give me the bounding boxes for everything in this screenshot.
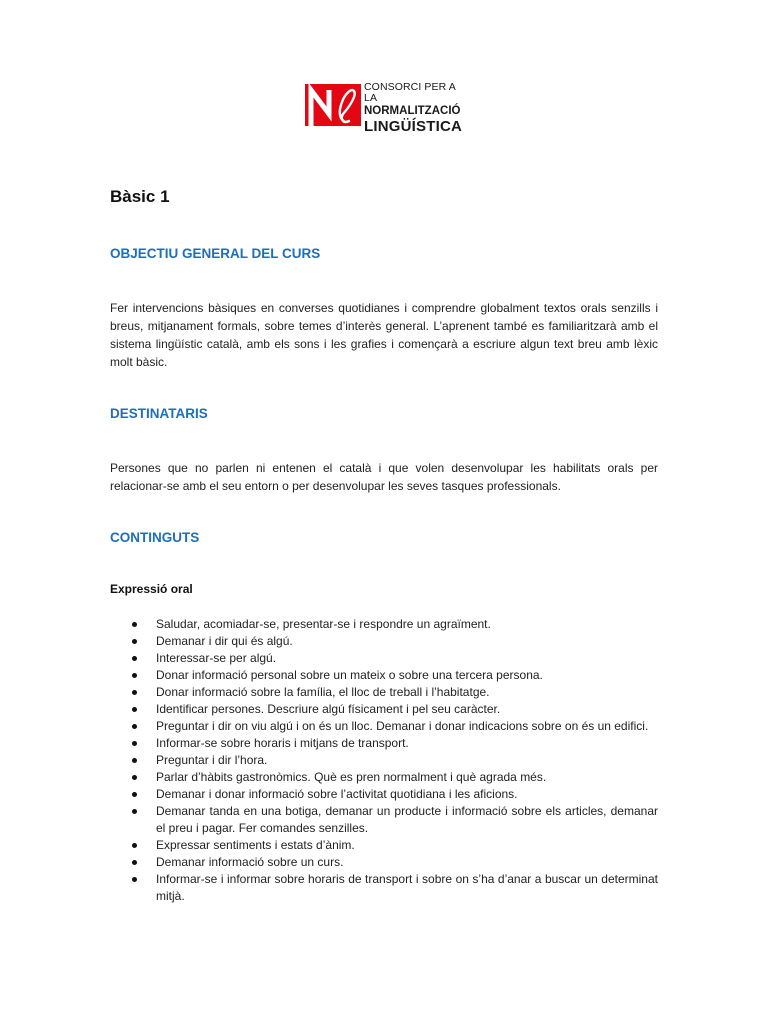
list-item bbox=[110, 633, 658, 650]
list-item bbox=[110, 752, 658, 769]
objectiu-heading: OBJECTIU GENERAL DEL CURS bbox=[110, 246, 321, 261]
bullet-icon bbox=[132, 792, 137, 797]
list-item bbox=[110, 854, 658, 871]
list-item-text: Informar-se sobre horaris i mitjans de transport. bbox=[156, 736, 409, 750]
objectiu-text: Fer intervencions bàsiques en converses quotidianes i comprendre globalment textos orals senzills i breus, mitjanament formals, sobre temes d’interès general. L’aprenent també es familiaritzarà amb el sistema lingüístic català, amb els sons i les grafies i començarà a escriure algun text breu amb lèxic molt bàsic. bbox=[110, 301, 658, 369]
list-item bbox=[110, 786, 658, 803]
bullet-icon bbox=[132, 622, 137, 627]
expressio-oral-subheading: Expressió oral bbox=[110, 582, 193, 596]
list-item-text: Preguntar i dir on viu algú i on és un lloc. Demanar i donar indicacions sobre on és un edifici. bbox=[156, 719, 649, 733]
logo-line-1: CONSORCI PER A LA bbox=[364, 81, 456, 104]
list-item-text: Demanar i donar informació sobre l’activitat quotidiana i les aficions. bbox=[156, 787, 518, 801]
list-item bbox=[110, 701, 658, 718]
logo-text bbox=[364, 82, 469, 134]
expressio-oral-list bbox=[110, 616, 658, 905]
bullet-icon bbox=[132, 690, 137, 695]
bullet-icon bbox=[132, 843, 137, 848]
logo-line-2: NORMALITZACIÓ bbox=[364, 105, 461, 117]
bullet-icon bbox=[132, 758, 137, 763]
bullet-icon bbox=[132, 656, 137, 661]
list-item-text: Saludar, acomiadar-se, presentar-se i respondre un agraïment. bbox=[156, 617, 491, 631]
bullet-icon bbox=[132, 724, 137, 729]
list-item bbox=[110, 684, 658, 701]
bullet-icon bbox=[132, 877, 137, 882]
list-item-text: Informar-se i informar sobre horaris de transport i sobre on s’ha d’anar a buscar un determinat mitjà. bbox=[156, 872, 658, 903]
list-item bbox=[110, 735, 658, 752]
cpnl-logo bbox=[305, 81, 467, 135]
bullet-icon bbox=[132, 775, 137, 780]
list-item-text: Demanar informació sobre un curs. bbox=[156, 855, 344, 869]
bullet-icon bbox=[132, 673, 137, 678]
list-item bbox=[110, 837, 658, 854]
bullet-icon bbox=[132, 860, 137, 865]
list-item-text: Identificar persones. Descriure algú físicament i pel seu caràcter. bbox=[156, 702, 501, 716]
list-item bbox=[110, 667, 658, 684]
list-item-text: Demanar tanda en una botiga, demanar un producte i informació sobre els articles, demanar el preu i pagar. Fer comandes senzilles. bbox=[156, 804, 658, 835]
list-item-text: Donar informació personal sobre un mateix o sobre una tercera persona. bbox=[156, 668, 543, 682]
bullet-icon bbox=[132, 707, 137, 712]
list-item bbox=[110, 803, 658, 837]
destinataris-heading: DESTINATARIS bbox=[110, 406, 208, 421]
list-item-text: Donar informació sobre la família, el lloc de treball i l’habitatge. bbox=[156, 685, 490, 699]
list-item bbox=[110, 718, 658, 735]
bullet-icon bbox=[132, 639, 137, 644]
list-item bbox=[110, 650, 658, 667]
list-item bbox=[110, 769, 658, 786]
destinataris-text: Persones que no parlen ni entenen el català i que volen desenvolupar les habilitats orals per relacionar-se amb el seu entorn o per desenvolupar les seves tasques professionals. bbox=[110, 461, 658, 493]
list-item bbox=[110, 871, 658, 905]
list-item-text: Parlar d’hàbits gastronòmics. Què es pren normalment i què agrada més. bbox=[156, 770, 547, 784]
list-item bbox=[110, 616, 658, 633]
document-title: Bàsic 1 bbox=[110, 187, 170, 206]
list-item-text: Interessar-se per algú. bbox=[156, 651, 277, 665]
list-item-text: Demanar i dir qui és algú. bbox=[156, 634, 293, 648]
cpnl-logo-mark-icon bbox=[305, 84, 361, 126]
logo-line-3: LINGÜÍSTICA bbox=[364, 117, 463, 135]
list-item-text: Expressar sentiments i estats d’ànim. bbox=[156, 838, 355, 852]
continguts-heading: CONTINGUTS bbox=[110, 530, 200, 545]
bullet-icon bbox=[132, 809, 137, 814]
list-item-text: Preguntar i dir l’hora. bbox=[156, 753, 268, 767]
bullet-icon bbox=[132, 741, 137, 746]
